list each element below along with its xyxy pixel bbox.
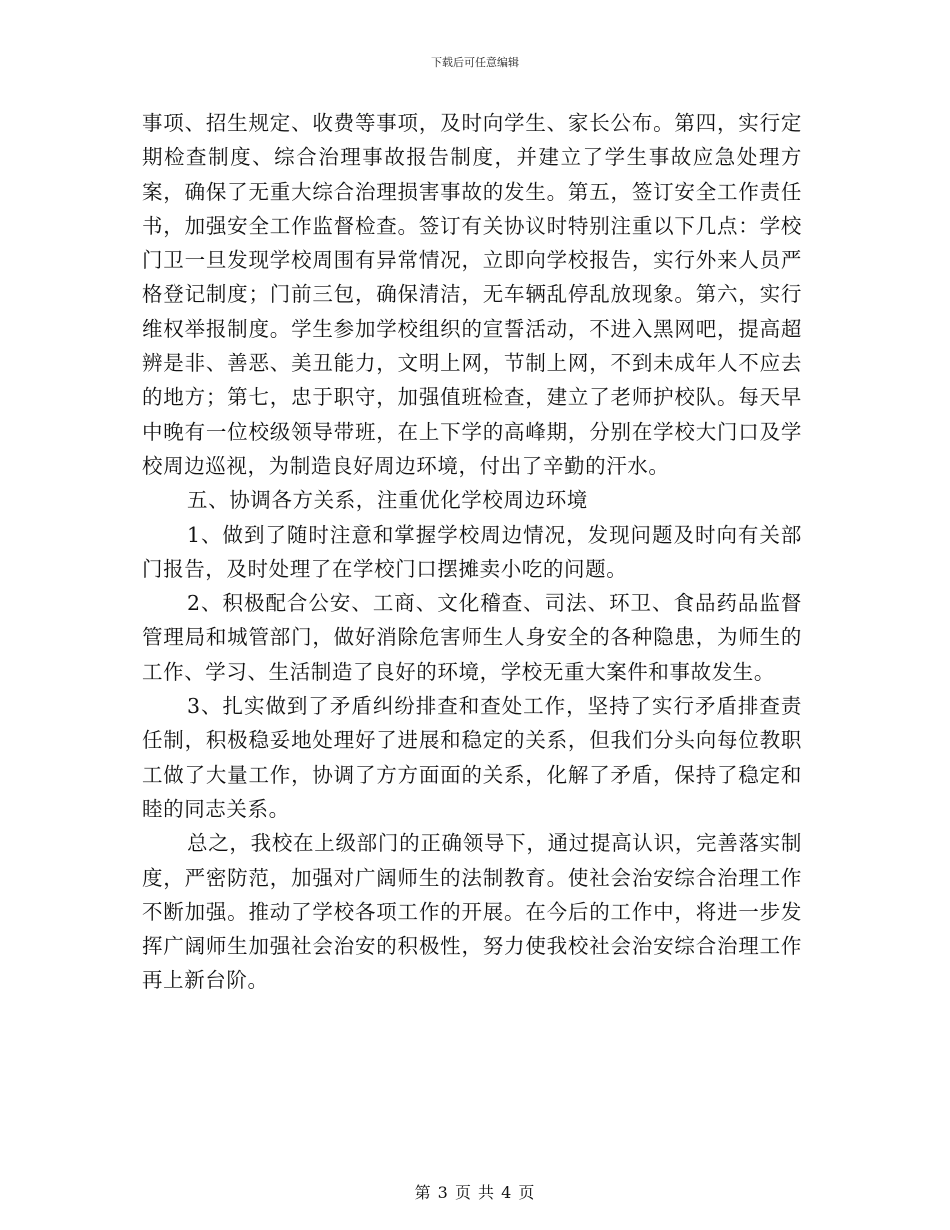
section-heading: 五、协调各方关系，注重优化学校周边环境 xyxy=(187,488,588,513)
paragraph-continuation: 事项、招生规定、收费等事项，及时向学生、家长公布。第四，实行定期检查制度、综合治理事故报告制度，并建立了学生事故应急处理方案，确保了无重大综合治理损害事故的发生。第五，签订安全工作责任书，加强安全工作监督检查。签订有关协议时特别注重以下几点：学校门卫一旦发现学校周围有异常情况，立即向学校报告，实行外来人员严格登记制度；门前三包，确保清洁，无车辆乱停乱放现象。第六，实行维权举报制度。学生参加学校组织的宣誓活动，不进入黑网吧，提高超辨是非、善恶、美丑能力，文明上网，节制上网，不到未成年人不应去的地方；第七，忠于职守，加强值班检查，建立了老师护校队。每天早中晚有一位校级领导带班，在上下学的高峰期，分别在学校大门口及学校周边巡视，为制造良好周边环境，付出了辛勤的汗水。 xyxy=(142,111,802,478)
page-header: 下载后可任意编辑 xyxy=(431,56,519,69)
list-item-2: 2、积极配合公安、工商、文化稽查、司法、环卫、食品药品监督管理局和城管部门，做好消除危害师生人身安全的各种隐患，为师生的工作、学习、生活制造了良好的环境，学校无重大案件和事故发生。 xyxy=(142,591,802,684)
document-body xyxy=(142,106,802,998)
page-number-footer: 第 3 页 共 4 页 xyxy=(414,1183,536,1202)
conclusion-paragraph: 总之，我校在上级部门的正确领导下，通过提高认识，完善落实制度，严密防范，加强对广阔师生的法制教育。使社会治安综合治理工作不断加强。推动了学校各项工作的开展。在今后的工作中，将进一步发挥广阔师生加强社会治安的积极性，努力使我校社会治安综合治理工作再上新台阶。 xyxy=(142,831,802,993)
list-item-3: 3、扎实做到了矛盾纠纷排查和查处工作，坚持了实行矛盾排查责任制，积极稳妥地处理好了进展和稳定的关系，但我们分头向每位教职工做了大量工作，协调了方方面面的关系，化解了矛盾，保持了稳定和睦的同志关系。 xyxy=(142,694,802,821)
list-item-1: 1、做到了随时注意和掌握学校周边情况，发现问题及时向有关部门报告，及时处理了在学校门口摆摊卖小吃的问题。 xyxy=(142,522,802,581)
